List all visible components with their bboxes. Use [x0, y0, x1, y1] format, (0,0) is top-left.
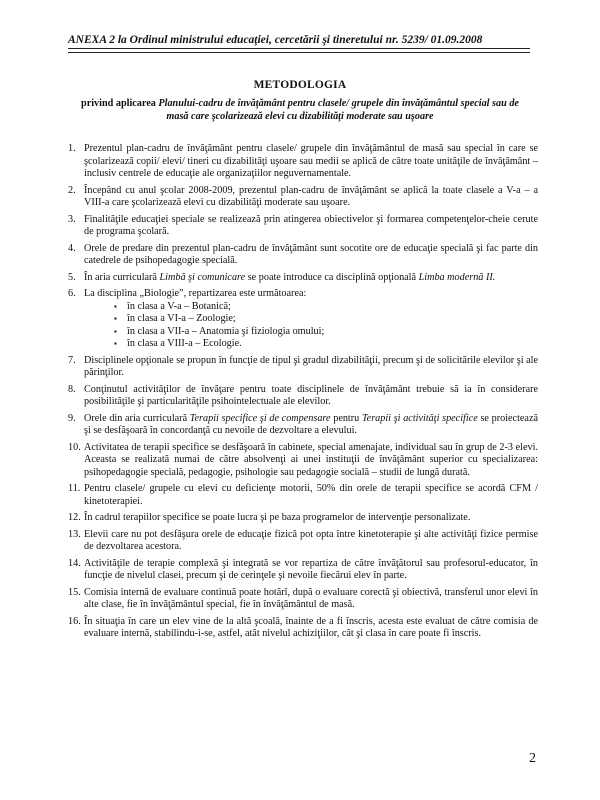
list-item: [68, 243, 538, 268]
list-item: [68, 355, 538, 380]
list-item: [68, 214, 538, 239]
numbered-list: [68, 143, 538, 645]
list-item: [68, 616, 538, 641]
item-number: 12.: [68, 512, 81, 524]
item-number: 4.: [68, 242, 76, 254]
item-text: Comisia internă de evaluare continuă poate hotărî, după o evaluare corectă şi obiectivă, transferul unor elevi în alte clase, fie în învăţământul special, fie în învăţământul de masă.: [84, 586, 538, 611]
item-text: Pentru clasele/ grupele cu elevi cu deficienţe motorii, 50% din orele de terapii specifice se acordă CFM / kinetoterapiei.: [84, 483, 538, 507]
bullet-item: [114, 313, 538, 326]
header-rule: [68, 52, 530, 53]
item-text-part: pentru: [330, 412, 362, 424]
item-number: 9.: [68, 412, 76, 424]
list-item: [68, 529, 538, 554]
bullet-item: [114, 301, 538, 314]
bullet-text: în clasa a VI-a – Zoologie;: [127, 313, 236, 325]
list-item: [68, 185, 538, 210]
item-text: Activităţile de terapie complexă şi integrată se vor repartiza de către învăţătorul sau profesorul-educator, în funcţie de nivelul clasei, precum şi de cerinţele şi nevoile fiecărui elev în parte.: [84, 557, 538, 582]
item-text-italic: Limba modernă II.: [418, 271, 496, 283]
list-item: [68, 512, 538, 525]
document-title: METODOLOGIA: [253, 79, 347, 91]
bullet-icon: ▪: [114, 301, 117, 311]
item-number: 15.: [68, 586, 81, 598]
bullet-text: în clasa a V-a – Botanică;: [127, 300, 231, 312]
item-number: 6.: [68, 287, 76, 299]
list-item: [68, 558, 538, 583]
item-text: Începând cu anul şcolar 2008-2009, prezentul plan-cadru de învăţământ se aplică la toate clasele a V-a – a VIII-a care şcolarizează elevi cu dizabilităţi moderate sau uşoare.: [84, 184, 538, 209]
item-text: Orele de predare din prezentul plan-cadru de învăţământ sunt socotite ore de educaţie specială şi fac parte din catedrele de psihopedagogie specială.: [84, 242, 538, 267]
bullet-icon: ▪: [114, 339, 117, 349]
list-item: [68, 587, 538, 612]
bullet-item: [114, 326, 538, 339]
item-number: 7.: [68, 354, 76, 366]
subtitle-prefix: privind aplicarea: [81, 98, 159, 109]
item-number: 8.: [68, 383, 76, 395]
item-text: Prezentul plan-cadru de învăţământ pentru clasele/ grupele din învăţământul de masă sau special în care se şcolarizează copii/ elevi/ tineri cu dizabilităţi uşoare sau medii se aplică de către toate unităţile de învăţământ – inclusiv centrele de educaţie ale organizaţiilor neguvernamentale.: [84, 143, 538, 180]
item-text-part: Orele din aria curriculară: [84, 412, 190, 424]
list-item: [68, 483, 538, 508]
item-number: 2.: [68, 184, 76, 196]
bullet-list: [84, 301, 538, 351]
list-item: [68, 384, 538, 409]
item-text: Activitatea de terapii specifice se desfăşoară în cabinete, special amenajate, individual sau în grup de 2-3 elevi. Aceasta se realizată numai de către absolvenţi ai unei instituţii de învăţământ superior cu specializarea: psihopedagogie specială, pedagogie, psihologie sau pedagogie socială – studii de lungă durată.: [84, 441, 538, 478]
bullet-text: în clasa a VIII-a – Ecologie.: [127, 338, 242, 350]
list-item: [68, 272, 538, 285]
item-text-italic: Terapii specifice şi de compensare: [189, 412, 331, 424]
bullet-icon: ▪: [114, 326, 117, 336]
item-text: La disciplina „Biologie”, repartizarea este următoarea:: [84, 287, 307, 299]
item-text-part: se poate introduce ca disciplină opţională: [245, 271, 419, 283]
item-number: 3.: [68, 213, 76, 225]
list-item: [68, 413, 538, 438]
item-text-italic: Limbă şi comunicare: [159, 271, 246, 283]
item-text: Conţinutul activităţilor de învăţare pentru toate disciplinele de învăţământ trebuie să ia în considerare posibilităţile şi particularităţile psihointelectuale ale elevilor.: [84, 383, 538, 408]
page-number: 2: [529, 751, 536, 766]
item-number: 10.: [68, 441, 81, 453]
item-text: Disciplinele opţionale se propun în funcţie de tipul şi gradul dizabilităţii, precum şi de solicitările elevilor şi ale părinţilor.: [84, 354, 538, 379]
item-text: În cadrul terapiilor specifice se poate lucra şi pe baza programelor de intervenţie personalizate.: [84, 512, 471, 524]
item-number: 13.: [68, 528, 81, 540]
document-header: ANEXA 2 la Ordinul ministrului educaţiei, cercetării şi tineretului nr. 5239/ 01.09.2008: [68, 34, 530, 49]
item-number: 16.: [68, 615, 81, 627]
item-text: Elevii care nu pot desfăşura orele de educaţie fizică pot opta între kinetoterapie şi alte activităţi fizice permise de dezvoltarea acestora.: [84, 528, 538, 553]
item-number: 1.: [68, 143, 76, 154]
subtitle-italic: Planului-cadru de învăţământ pentru clasele/ grupele din învăţământul special sau de masă care şcolarizează elevi cu dizabilităţi moderate sau uşoare: [158, 98, 519, 122]
bullet-item: [114, 338, 538, 351]
item-number: 14.: [68, 557, 81, 569]
item-text: Finalităţile educaţiei speciale se realizează prin atingerea obiectivelor şi formarea competenţelor-cheie cerute de programa şcolară.: [84, 213, 538, 238]
list-item: [68, 143, 538, 181]
item-text-italic: Terapii şi activităţi specifice: [361, 412, 478, 424]
document-subtitle: [70, 97, 530, 123]
item-number: 5.: [68, 271, 76, 283]
list-item: [68, 442, 538, 480]
list-item: [68, 288, 538, 351]
item-text-part: În aria curriculară: [84, 271, 160, 283]
item-text-part: se proiectează şi se desfăşoară în concordanţă cu nevoile de dezvoltare a elevului.: [84, 412, 538, 437]
item-number: 11.: [68, 483, 81, 495]
item-text: În situaţia în care un elev vine de la altă şcoală, înainte de a fi înscris, acesta este evaluat de către comisia de evaluare internă, stabilindu-i-se, astfel, atât nivelul achiziţiilor, cât şi clasa în care poate fi înscris.: [84, 615, 538, 640]
bullet-text: în clasa a VII-a – Anatomia şi fiziologia omului;: [127, 325, 325, 337]
bullet-icon: ▪: [114, 314, 117, 324]
